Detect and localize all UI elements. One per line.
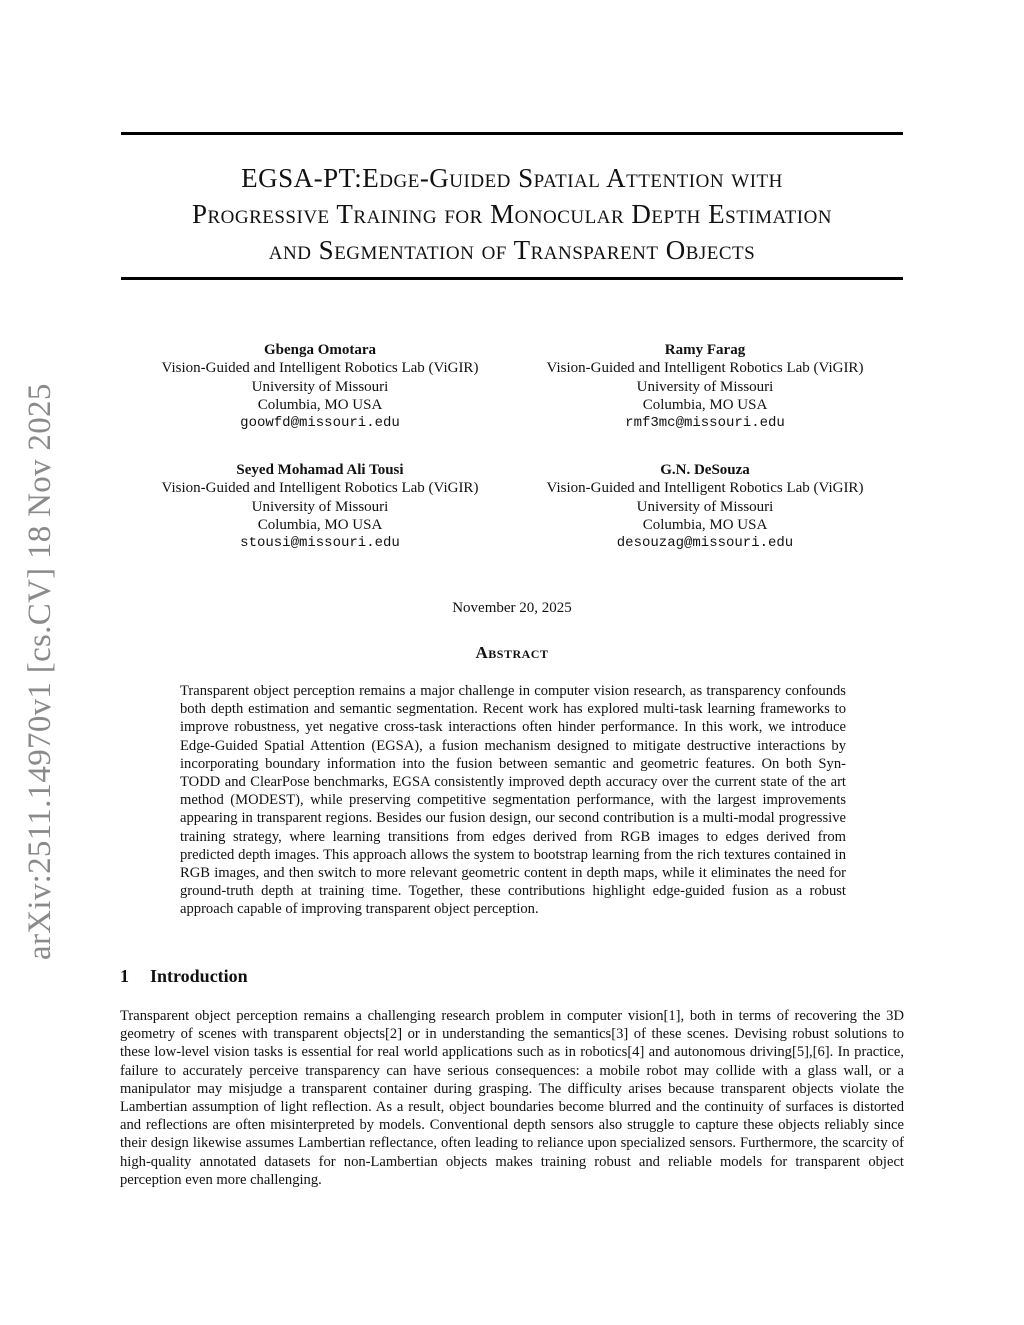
- author-university: University of Missouri: [251, 378, 389, 395]
- title-bottom-rule: [121, 277, 903, 280]
- section-heading: [120, 966, 248, 987]
- author-email[interactable]: stousi@missouri.edu: [240, 535, 400, 552]
- author-email[interactable]: desouzag@missouri.edu: [616, 535, 794, 552]
- author-name: Gbenga Omotara: [263, 342, 377, 358]
- title-line: and Segmentation of Transparent Objects: [268, 235, 756, 265]
- paper-date: November 20, 2025: [452, 600, 572, 616]
- author-city: Columbia, MO USA: [642, 396, 768, 413]
- section-number: 1: [120, 966, 129, 986]
- author-affiliation: Vision-Guided and Intelligent Robotics Lab (ViGIR): [161, 480, 479, 497]
- author-name: G.N. DeSouza: [660, 462, 750, 478]
- title-line: EGSA-PT:Edge-Guided Spatial Attention with: [241, 163, 783, 193]
- author-block: [505, 341, 905, 432]
- arxiv-stamp: [14, 368, 66, 960]
- author-block: [120, 461, 520, 552]
- introduction-text: Transparent object perception remains a challenging research problem in computer vision[1], both in terms of recovering the 3D geometry of scenes with transparent objects[2] or in understanding the semantics[3] of these scenes. Devising robust solutions to these low-level vision tasks is essential for real world applications such as in robotics[4] and autonomous driving[5],[6]. In practice, failure to accurately perceive transparency can have serious consequences: a mobile robot may collide with a glass wall, or a manipulator may misjudge a transparent container during grasping. The difficulty arises because transparent objects violate the Lambertian assumption of light reflection. As a result, object boundaries become blurred and the continuity of surfaces is distorted and reflections are often misinterpreted by models. Conventional depth sensors also struggle to capture these objects reliably since their design likewise assumes Lambertian reflectance, often leading to reliance upon specialized sensors. Furthermore, the scarcity of high-quality annotated datasets for non-Lambertian objects makes training robust and reliable models for transparent object perception even more challenging.: [120, 1008, 904, 1188]
- abstract-heading: Abstract: [475, 643, 549, 662]
- arxiv-stamp-text: arXiv:2511.14970v1 [cs.CV] 18 Nov 2025: [22, 383, 58, 960]
- abstract-text: Transparent object perception remains a major challenge in computer vision research, as transparency confounds both depth estimation and semantic segmentation. Recent work has explored multi-task learning frameworks to improve robustness, yet negative cross-task interactions often hinder performance. In this work, we introduce Edge-Guided Spatial Attention (EGSA), a fusion mechanism designed to mitigate destructive interactions by incorporating boundary information into the fusion between semantic and geometric features. On both Syn-TODD and ClearPose benchmarks, EGSA consistently improved depth accuracy over the current state of the art method (MODEST), while preserving competitive segmentation performance, with the largest improvements appearing in transparent regions. Besides our fusion design, our second contribution is a multi-modal progressive training strategy, where learning transitions from edges derived from RGB images to edges derived from predicted depth images. This approach allows the system to bootstrap learning from the rich textures contained in RGB images, and then switch to more relevant geometric content in depth maps, while it eliminates the need for ground-truth depth at training time. Together, these contributions highlight edge-guided fusion as a robust approach capable of improving transparent object perception.: [180, 683, 846, 918]
- author-city: Columbia, MO USA: [257, 516, 383, 533]
- author-block: [505, 461, 905, 552]
- author-affiliation: Vision-Guided and Intelligent Robotics Lab (ViGIR): [546, 480, 864, 497]
- author-affiliation: Vision-Guided and Intelligent Robotics Lab (ViGIR): [161, 360, 479, 377]
- author-university: University of Missouri: [636, 498, 774, 515]
- author-university: University of Missouri: [251, 498, 389, 515]
- author-city: Columbia, MO USA: [642, 516, 768, 533]
- author-email[interactable]: goowfd@missouri.edu: [240, 415, 400, 432]
- author-university: University of Missouri: [636, 378, 774, 395]
- author-name: Seyed Mohamad Ali Tousi: [236, 462, 404, 478]
- author-block: [120, 341, 520, 432]
- author-name: Ramy Farag: [664, 342, 746, 358]
- section-title: Introduction: [150, 966, 248, 986]
- paper-title: [110, 160, 914, 268]
- author-email[interactable]: rmf3mc@missouri.edu: [625, 415, 785, 432]
- title-top-rule: [121, 132, 903, 135]
- author-affiliation: Vision-Guided and Intelligent Robotics Lab (ViGIR): [546, 360, 864, 377]
- author-city: Columbia, MO USA: [257, 396, 383, 413]
- title-line: Progressive Training for Monocular Depth Estimation: [191, 199, 833, 229]
